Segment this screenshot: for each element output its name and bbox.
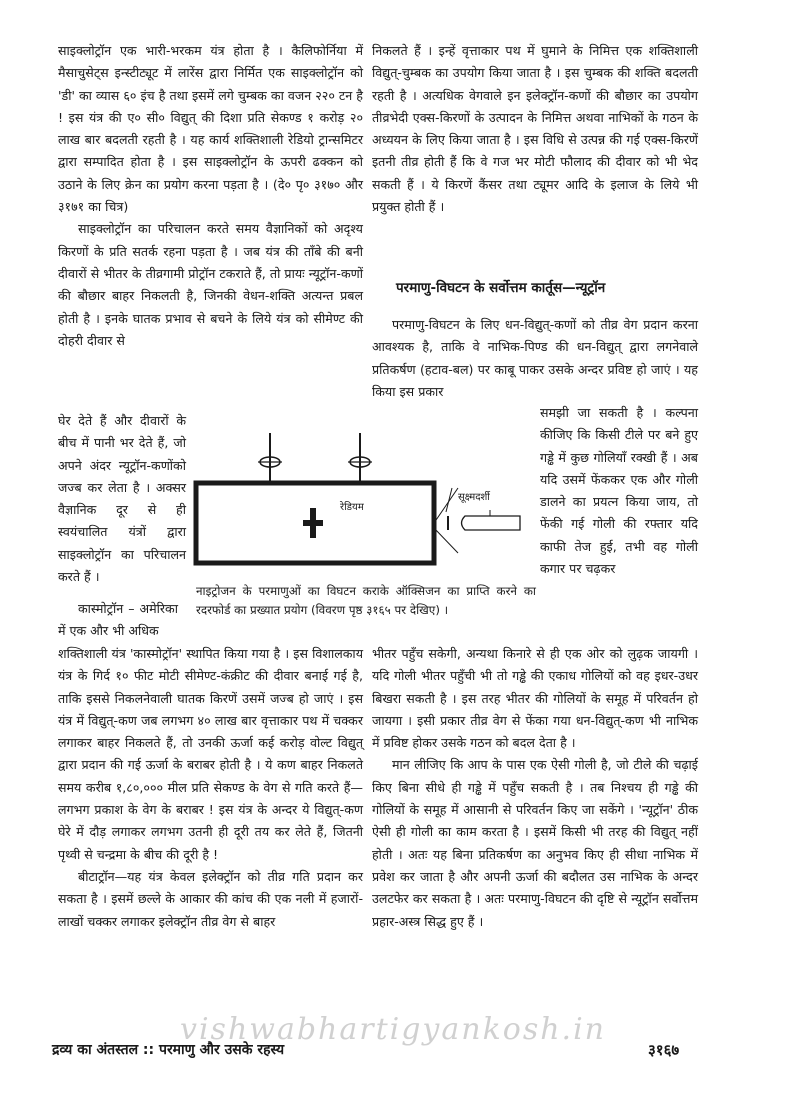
right-column-bottom [372, 643, 698, 933]
paragraph-neutron-intro: परमाणु-विघटन के लिए धन-विद्युत्-कणों को तीव्र वेग प्रदान करना आवश्यक है, ताकि वे नाभिक-पिण्ड की धन-विद्युत् द्वारा लगनेवाले प्रतिकर्षण (हटाव-बल) पर काबू पाकर उसके अन्दर प्रविष्ट हो जाएं । यह किया इस प्रकार [372, 317, 698, 399]
right-column-mid [372, 314, 698, 403]
right-column-top [372, 40, 698, 218]
paragraph-neutron-bullet: मान लीजिए कि आप के पास एक ऐसी गोली है, जो टीले की चढ़ाई किए बिना सीधे ही गड्ढे में पहुँच सकती है । तब निश्चय ही गड्ढे की गोलियों के समूह में आसानी से परिवर्तन किए जा सकेंगे । 'न्यूट्रॉन' ठीक ऐसी ही गोली का काम करता है । इसमें किसी भी तरह की विद्युत् नहीं होती । अतः यह बिना प्रतिकर्षण का अनुभव किए ही सीधा नाभिक में प्रवेश कर जाता है और अपनी ऊर्जा की बदौलत उस नाभिक के अन्दर उलटफेर कर सकता है । अतः परमाणु-विघटन की दृष्टि से न्यूट्रॉन सर्वोत्तम प्रहार-अस्त्र सिद्ध हुए हैं । [372, 757, 698, 929]
paragraph-marble-result: भीतर पहुँच सकेगी, अन्यथा किनारे से ही एक ओर को लुढ़क जायगी । यदि गोली भीतर पहुँची भी तो गड्ढे की एकाध गोलियों को वह इधर-उधर बिखरा सकती है । इस तरह भीतर की गोलियों के समूह में परिवर्तन हो जायगा । इसी प्रकार तीव्र वेग से फेंका गया धन-विद्युत्-कण भी नाभिक में प्रविष्ट होकर उसके गठन को बदल देता है । [372, 646, 698, 751]
right-wrap-column [540, 402, 698, 580]
paragraph-cyclotron-safety: साइक्लोट्रॉन का परिचालन करते समय वैज्ञानिकों को अदृश्य किरणों के प्रति सतर्क रहना पड़ता है । जब यंत्र की ताँबे की बनी दीवारों से भीतर के तीव्रगामी प्रोट्रॉन टकराते हैं, तो प्रायः न्यूट्रॉन-कणों की बौछार बाहर निकलती है, जिनकी वेधन-शक्ति अत्यन्त प्रबल होती है । इनके घातक प्रभाव से बचने के लिये यंत्र को सीमेण्ट की दोहरी दीवार से [58, 221, 363, 348]
paragraph-cosmotron-start: कास्मोट्रॉन – अमेरिका में एक और भी अधिक [58, 601, 178, 639]
left-wrap-column-2 [58, 598, 178, 643]
paragraph-betatron: बीटाट्रॉन—यह यंत्र केवल इलेक्ट्रॉन को तीव्र गति प्रदान कर सकता है । इसमें छल्ले के आकार की कांच की एक नली में हजारों-लाखों चक्कर लगाकर इलेक्ट्रॉन तीव्र वेग से बाहर [58, 868, 363, 929]
radium-label: रेडियम [340, 502, 364, 513]
paragraph-marble-analogy: समझी जा सकती है । कल्पना कीजिए कि किसी टीले पर बने हुए गड्ढे में कुछ गोलियाँ रक्खी हैं । अब यदि उसमें फेंककर एक और गोली डालने का प्रयत्न किया जाय, तो फेंकी गई गोली की रफ्तार यदि काफी तेज हुई, तभी वह गोली कगार पर चढ़कर [540, 405, 698, 577]
screen-plate [434, 488, 458, 553]
radium-source [303, 508, 323, 538]
page-number: ३१६७ [648, 1041, 680, 1059]
paragraph-water-shield: घेर देते हैं और दीवारों के बीच में पानी भर देते हैं, जो अपने अंदर न्यूट्रॉन-कणोंको जज्ब कर लेता है । अक्सर वैज्ञानिक दूर से ही स्वयंचालित यंत्रों द्वारा साइक्लोट्रॉन का परिचालन करते हैं । [58, 413, 186, 585]
section-heading: परमाणु-विघटन के सर्वोत्तम कार्तूस—न्यूट्रॉन [396, 280, 606, 296]
microscope-tube [448, 510, 520, 530]
paragraph-betatron-cont: निकलते हैं । इन्हें वृत्ताकार पथ में घुमाने के निमित्त एक शक्तिशाली विद्युत्-चुम्बक का उपयोग किया जाता है । इस चुम्बक की शक्ति बदलती रहती है । अत्यधिक वेगवाले इन इलेक्ट्रॉन-कणों की बौछार का उपयोग तीव्रभेदी एक्स-किरणों के उत्पादन के निमित्त अथवा नाभिकों के गठन के अध्ययन के लिए किया जाता है । इस विधि से उत्पन्न की गई एक्स-किरणें इतनी तीव्र होती हैं कि वे गज भर मोटी फौलाद की दीवार को भी भेद सकती हैं । ये किरणें कैंसर तथा ट्यूमर आदि के इलाज के लिये भी प्रयुक्त होती हैं । [372, 43, 698, 215]
inlet-pipe-left [258, 433, 282, 483]
paragraph-cosmotron: शक्तिशाली यंत्र 'कास्मोट्रॉन' स्थापित किया गया है । इस विशालकाय यंत्र के गिर्द १० फीट मोटी सीमेण्ट-कंक्रीट की दीवार बनाई गई है, ताकि इससे निकलनेवाली घातक किरणें उसमें जज्ब हो जाएं । इस यंत्र में विद्युत्-कण जब लगभग ४० लाख बार वृत्ताकार पथ में चक्कर लगाकर बाहर निकलते हैं, तो उनकी ऊर्जा कई करोड़ वोल्ट विद्युत् द्वारा प्रदान की गई ऊर्जा के बराबर होती है । ये कण बाहर निकलते समय करीब १,८०,००० मील प्रति सेकण्ड के वेग से गति करते हैं—लगभग प्रकाश के वेग के बराबर ! इस यंत्र के अन्दर ये विद्युत्-कण घेरे में दौड़ लगाकर लगभग उतनी ही दूरी तय कर लेते हैं, जितनी पृथ्वी से चन्द्रमा के बीच की दूरी है ! [58, 646, 363, 862]
paragraph-cyclotron-size: साइक्लोट्रॉन एक भारी-भरकम यंत्र होता है । कैलिफोर्निया में मैसाचुसेट्स इन्स्टीट्यूट में लारेंस द्वारा निर्मित एक साइक्लोट्रॉन को 'डी' का व्यास ६० इंच है तथा इसमें लगे चुम्बक का वजन २२० टन है ! इस यंत्र की ए० सी० विद्युत् की दिशा प्रति सेकण्ड १ करोड़ २० लाख बार बदलती रहती है । यह कार्य शक्तिशाली रेडियो ट्रान्समिटर द्वारा सम्पादित होता है । इस साइक्लोट्रॉन के ऊपरी ढक्कन को उठाने के लिए क्रेन का प्रयोग करना पड़ता है । (दे० पृ० ३१७० और ३१७१ का चित्र) [58, 43, 363, 215]
left-column-top [58, 40, 363, 352]
inlet-pipe-right [348, 433, 372, 483]
microscope-label: सूक्ष्मदर्शी [458, 492, 490, 503]
left-column-bottom [58, 643, 363, 933]
running-footer-title: द्रव्य का अंतस्तल :: परमाणु और उसके रहस्य [52, 1042, 285, 1058]
pointer-line [446, 488, 452, 512]
left-wrap-column [58, 410, 186, 588]
watermark: vishwabhartigyankosh.in [180, 1012, 606, 1047]
figure-caption: नाइट्रोजन के परमाणुओं का विघटन कराके ऑक्सिजन का प्राप्ति करने का रदरफोर्ड का प्रख्यात प्रयोग (विवरण पृष्ठ ३१६५ पर देखिए) । [196, 584, 536, 617]
rutherford-experiment-diagram [190, 428, 535, 578]
